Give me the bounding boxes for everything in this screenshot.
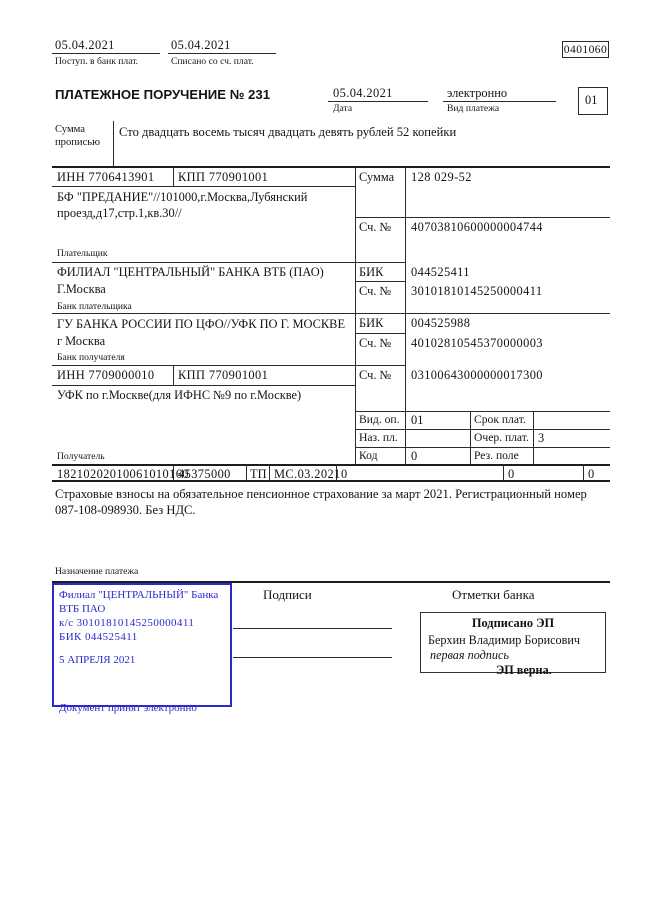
payment-basis-field: ТП bbox=[250, 467, 267, 481]
bank-marks-title: Отметки банка bbox=[452, 587, 535, 602]
received-in-bank-date: 05.04.2021 bbox=[55, 38, 115, 52]
op-kind-label: Вид. оп. bbox=[359, 413, 400, 426]
electronic-signature-stamp bbox=[420, 612, 606, 677]
debited-from-account-date: 05.04.2021 bbox=[171, 38, 231, 52]
received-in-bank-label: Поступ. в банк плат. bbox=[55, 56, 139, 67]
tax-row-top-border bbox=[52, 464, 610, 466]
form-code-box bbox=[562, 41, 609, 58]
date-underline bbox=[328, 101, 428, 102]
details-row-divider-2 bbox=[355, 447, 610, 448]
payee-bank-account: 40102810545370000003 bbox=[411, 336, 543, 350]
payment-order-label: Очер. плат. bbox=[474, 431, 529, 444]
ep-signed-title: Подписано ЭП bbox=[471, 616, 555, 630]
amount-words-label: Сумма прописью bbox=[55, 124, 101, 149]
ep-signer-name: Берхин Владимир Борисович bbox=[428, 632, 581, 647]
signature-line-1 bbox=[233, 628, 392, 629]
tax-doc-date-field: 0 bbox=[508, 467, 515, 481]
ep-signature-role: первая подпись bbox=[430, 647, 509, 662]
date-label: Дата bbox=[333, 103, 353, 114]
payer-bank-bik: 044525411 bbox=[411, 265, 470, 279]
payee-bank-label: Банк получателя bbox=[57, 352, 125, 363]
payer-account-label: Сч. № bbox=[359, 220, 392, 234]
table-top-border bbox=[52, 166, 610, 168]
signature-line-2 bbox=[233, 657, 392, 658]
payment-order-value: 3 bbox=[538, 431, 545, 445]
details-top-border bbox=[355, 411, 610, 412]
payee-account: 03100643000000017300 bbox=[411, 368, 543, 382]
tax-doc-number-field: 0 bbox=[341, 467, 348, 481]
main-right-divider bbox=[355, 166, 356, 465]
payment-kind-value: электронно bbox=[447, 86, 508, 100]
sum-cell-border bbox=[355, 217, 610, 218]
payment-kind-underline bbox=[443, 101, 556, 102]
document-title: ПЛАТЕЖНОЕ ПОРУЧЕНИЕ № 231 bbox=[55, 87, 271, 102]
inn-kpp-row-border bbox=[52, 186, 355, 187]
tax-period-field: МС.03.2021 bbox=[274, 467, 341, 481]
details-label2-divider bbox=[533, 411, 534, 465]
payment-term-label: Срок плат. bbox=[474, 413, 526, 426]
ep-verified-note: ЭП верна. bbox=[496, 663, 552, 677]
payer-bank-name: ФИЛИАЛ "ЦЕНТРАЛЬНЫЙ" БАНКА ВТБ (ПАО) bbox=[57, 265, 324, 279]
payee-inn-kpp-divider bbox=[173, 365, 174, 385]
amount-words-divider bbox=[113, 121, 114, 167]
tax-divider-2 bbox=[246, 464, 247, 481]
payer-bank-bik-divider bbox=[355, 281, 405, 282]
payer-bank-section-border bbox=[52, 313, 610, 314]
purpose-code-label: Наз. пл. bbox=[359, 431, 398, 444]
payment-purpose-text: Страховые взносы на обязательное пенсионное страхование за март 2021. Регистрационный номер 087-108-098930. Без НДС. bbox=[55, 487, 587, 518]
payee-inn: ИНН 7709000010 bbox=[57, 368, 155, 382]
bank-acceptance-stamp bbox=[52, 583, 232, 714]
payer-bank-city: Г.Москва bbox=[57, 282, 106, 296]
kind-code: 01 bbox=[585, 93, 598, 107]
payee-label: Получатель bbox=[57, 451, 105, 462]
payee-bank-account-label: Сч. № bbox=[359, 336, 392, 350]
received-date-underline bbox=[52, 53, 160, 54]
amount-words-value: Сто двадцать восемь тысяч двадцать девять рублей 52 копейки bbox=[119, 125, 457, 139]
signatures-title: Подписи bbox=[263, 587, 312, 602]
payee-bank-bik-label: БИК bbox=[359, 316, 384, 330]
payer-name: БФ "ПРЕДАНИЕ"//101000,г.Москва,Лубянский проезд,д17,стр.1,кв.30// bbox=[57, 190, 308, 221]
payee-bank-bik-divider bbox=[355, 333, 405, 334]
stamp-date: 5 АПРЕЛЯ 2021 bbox=[59, 654, 136, 666]
debited-date-underline bbox=[168, 53, 276, 54]
details-value-divider bbox=[470, 411, 471, 465]
payment-kind-label: Вид платежа bbox=[447, 103, 500, 114]
payee-bank-name: ГУ БАНКА РОССИИ ПО ЦФО//УФК ПО Г. МОСКВЕ bbox=[57, 317, 346, 331]
oktmo-field: 45375000 bbox=[178, 467, 231, 481]
payee-bank-city: г Москва bbox=[57, 334, 106, 348]
document-date: 05.04.2021 bbox=[333, 86, 393, 100]
tax-divider-6 bbox=[583, 464, 584, 481]
payment-purpose-label: Назначение платежа bbox=[55, 566, 139, 577]
stamp-corr-account: к/с 30101810145250000411 bbox=[59, 617, 195, 629]
payer-bank-label: Банк плательщика bbox=[57, 301, 132, 312]
stamp-bank-name-line1: Филиал "ЦЕНТРАЛЬНЫЙ" Банка bbox=[59, 589, 219, 601]
code-label: Код bbox=[359, 449, 378, 462]
payee-bank-bik: 004525988 bbox=[411, 316, 471, 330]
payee-account-label: Сч. № bbox=[359, 368, 392, 382]
payee-inn-row-border bbox=[52, 385, 355, 386]
tax-divider-5 bbox=[503, 464, 504, 481]
payer-bank-account: 30101810145250000411 bbox=[411, 284, 543, 298]
stamp-bik: БИК 044525411 bbox=[59, 631, 138, 643]
payee-kpp: КПП 770901001 bbox=[178, 368, 269, 382]
debited-from-account-label: Списано со сч. плат. bbox=[171, 56, 254, 67]
tax-divider-3 bbox=[269, 464, 270, 481]
payee-bank-section-border bbox=[52, 365, 405, 366]
kbk-field: 18210202010061010160 bbox=[57, 467, 189, 481]
payer-kpp: КПП 770901001 bbox=[178, 170, 269, 184]
stamp-bank-name-line2: ВТБ ПАО bbox=[59, 603, 106, 615]
kind-code-box bbox=[578, 87, 608, 115]
form-code: 0401060 bbox=[563, 43, 608, 56]
payer-section-border bbox=[52, 262, 405, 263]
inn-kpp-divider bbox=[173, 166, 174, 186]
stamp-accepted-note: Документ принят электронно bbox=[59, 702, 197, 714]
payer-bank-account-label: Сч. № bbox=[359, 284, 392, 298]
code-value: 0 bbox=[411, 449, 418, 463]
reserve-field-label: Рез. поле bbox=[474, 449, 519, 462]
payer-label: Плательщик bbox=[57, 248, 108, 259]
payer-account: 40703810600000004744 bbox=[411, 220, 543, 234]
payer-inn: ИНН 7706413901 bbox=[57, 170, 155, 184]
details-row-divider-1 bbox=[355, 429, 610, 430]
payer-bank-bik-label: БИК bbox=[359, 265, 384, 279]
tax-payment-type-field: 0 bbox=[588, 467, 595, 481]
op-kind-value: 01 bbox=[411, 413, 424, 427]
payee-name: УФК по г.Москве(для ИФНС №9 по г.Москве) bbox=[57, 388, 302, 402]
sum-value: 128 029-52 bbox=[411, 170, 472, 184]
label-value-divider bbox=[405, 166, 406, 465]
sum-label: Сумма bbox=[359, 170, 395, 184]
